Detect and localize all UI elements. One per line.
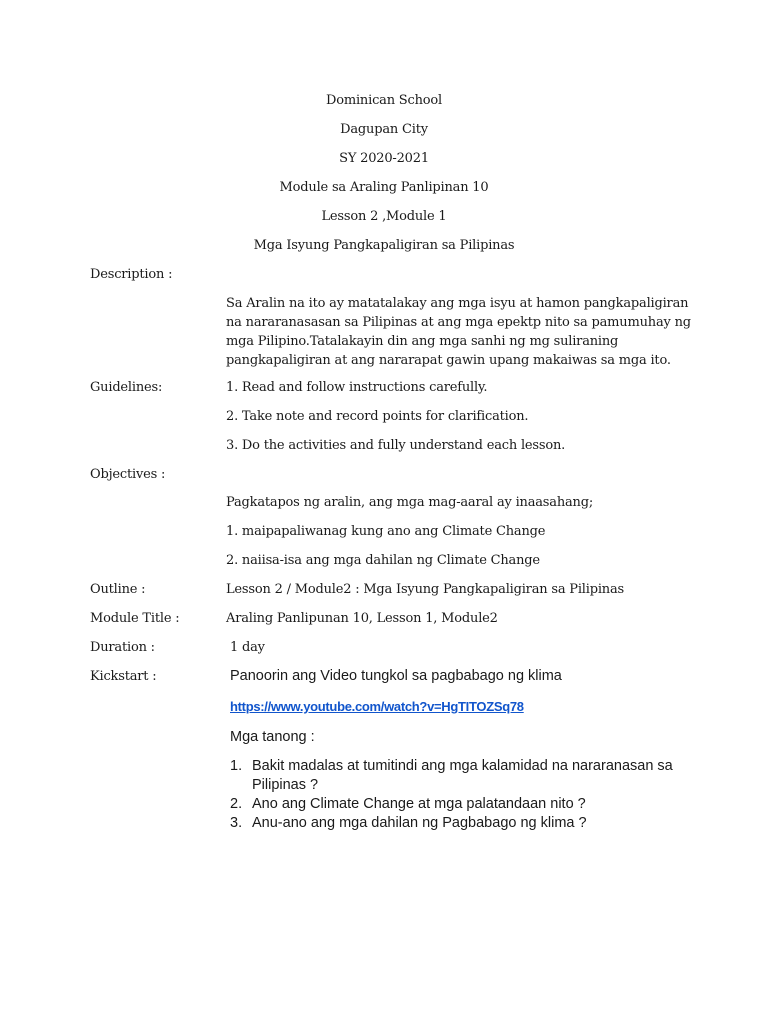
duration-label: Duration :: [90, 640, 155, 655]
document-title: Mga Isyung Pangkapaligiran sa Pilipinas: [253, 238, 515, 253]
youtube-video-link[interactable]: https://www.youtube.com/watch?v=HgTITOZSq78: [230, 699, 524, 714]
outline-value: Lesson 2 / Module2 : Mga Isyung Pangkapaligiran sa Pilipinas: [226, 582, 625, 597]
lesson-heading: Lesson 2 ,Module 1: [321, 209, 447, 224]
question-text: Anu-ano ang mga dahilan ng Pagbabago ng klima ?: [252, 815, 587, 831]
guideline-item: 1. Read and follow instructions carefully.: [226, 380, 488, 395]
guideline-item: 2. Take note and record points for clarification.: [226, 409, 529, 424]
list-number: 1.: [230, 758, 243, 774]
objective-item: 1. maipapaliwanag kung ano ang Climate Change: [226, 524, 546, 539]
kickstart-label: Kickstart :: [90, 669, 157, 684]
objectives-intro: Pagkatapos ng aralin, ang mga mag-aaral ay inaasahang;: [226, 495, 594, 510]
school-name: Dominican School: [326, 93, 442, 108]
list-item: [230, 814, 690, 833]
objective-item: 2. naiisa-isa ang mga dahilan ng Climate Change: [226, 553, 540, 568]
guidelines-label: Guidelines:: [90, 380, 163, 395]
list-item: [230, 757, 690, 795]
school-city: Dagupan City: [340, 122, 428, 137]
questions-label: Mga tanong :: [230, 729, 315, 745]
questions-list: [230, 757, 690, 833]
guideline-item: 3. Do the activities and fully understand each lesson.: [226, 438, 566, 453]
outline-label: Outline :: [90, 582, 146, 597]
list-item: [230, 795, 690, 814]
objectives-label: Objectives :: [90, 467, 166, 482]
question-text: Ano ang Climate Change at mga palatandaan nito ?: [252, 796, 586, 812]
duration-value: 1 day: [230, 640, 265, 655]
school-year: SY 2020-2021: [339, 151, 429, 166]
list-number: 2.: [230, 796, 243, 812]
module-title-value: Araling Panlipunan 10, Lesson 1, Module2: [226, 611, 498, 626]
kickstart-instruction: Panoorin ang Video tungkol sa pagbabago ng klima: [230, 668, 562, 684]
description-label: Description :: [90, 267, 173, 282]
module-heading: Module sa Araling Panlipinan 10: [279, 180, 489, 195]
description-text: Sa Aralin na ito ay matatalakay ang mga isyu at hamon pangkapaligiran na nararanasasan sa Pilipinas at ang mga epektp nito sa pamumuhay ng mga Pilipino.Tatalakayin din ang mga sanhi ng mg suliraning pangkapaligiran at ang nararapat gawin upang makaiwas sa mga ito.: [226, 296, 691, 368]
module-title-label: Module Title :: [90, 611, 180, 626]
list-number: 3.: [230, 815, 243, 831]
question-text: Bakit madalas at tumitindi ang mga kalamidad na nararanasan sa Pilipinas ?: [252, 758, 673, 793]
